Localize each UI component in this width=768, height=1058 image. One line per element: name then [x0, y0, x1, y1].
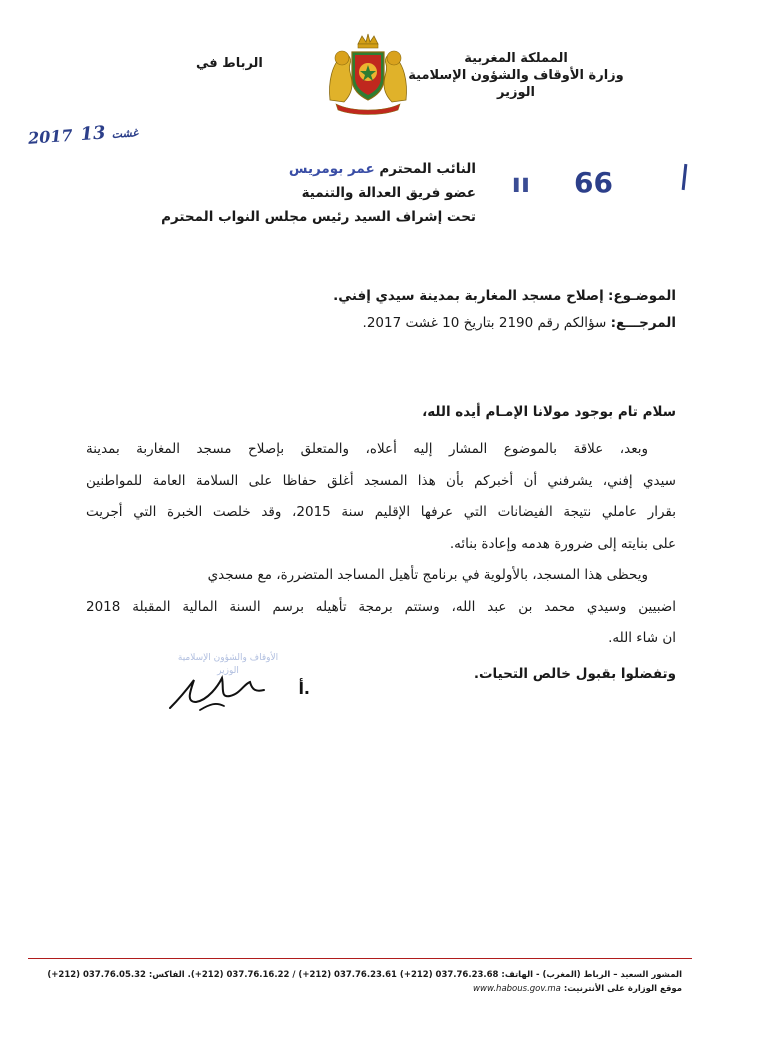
footer-site-url[interactable]: www.habous.gov.ma [473, 984, 561, 994]
kingdom-line: المملكة المغربية [464, 51, 568, 66]
handwritten-signature [160, 668, 320, 718]
body-line: ويحظى هذا المسجد، بالأولوية في برنامج تأهيل المساجد المتضررة، مع مسجدي [207, 567, 648, 583]
subject-line [116, 283, 676, 310]
salutation: سلام تام بوجود مولانا الإمـام أيده الله، [422, 404, 676, 420]
footer-rule [28, 958, 692, 959]
footer-address: المشور السعيد – الرباط (المغرب) - الهاتف: 037.76.23.68 (212+) 037.76.23.61 (212+) / 037.76.16.22 (212+). الفاكس: 037.76.05.32 (212+) [47, 970, 682, 980]
addressee-via: تحت إشراف السيد رئيس مجلس النواب المحترم [161, 209, 476, 225]
reference-line [116, 310, 676, 337]
footer [42, 968, 682, 996]
minister-line: الوزير [497, 85, 535, 100]
body-line: سيدي إفني، يشرفني أن أخبركم بأن هذا المسجد أغلق حفاظا على السلامة العامة للمواطنين [86, 472, 676, 489]
city-date-line: الرباط في [196, 56, 263, 71]
addressee-line [156, 157, 476, 181]
body-line: ان شاء الله. [608, 630, 676, 646]
reference-label: المرجـــع: [610, 315, 676, 331]
addressee-name: عمر بومريس [288, 161, 375, 177]
footer-site-line [42, 982, 682, 996]
number-stamp-marks: ▌▌ [514, 178, 533, 192]
letter-number: 66 [574, 166, 613, 199]
stamp-line: الأوقاف والشؤون الإسلامية [177, 653, 279, 663]
addressee-block [156, 157, 476, 229]
handwritten-date [27, 120, 138, 149]
issuer-heading [406, 50, 626, 101]
footer-site-label: موقع الوزارة على الأنترنيت: [563, 984, 682, 994]
subject-label: الموضـوع: [608, 288, 676, 304]
date-day: 13 [79, 122, 107, 146]
date-year: 2017 [27, 125, 74, 148]
body-line: وبعد، علاقة بالموضوع المشار إليه أعلاه، والمتعلق بإصلاح مسجد المغاربة بمدينة [86, 441, 648, 457]
addressee-group: عضو فريق العدالة والتنمية [301, 185, 476, 201]
addressee-title: النائب المحترم [379, 161, 476, 177]
subject-reference-block [116, 283, 676, 337]
signature-initial: أ. [298, 679, 310, 698]
ministry-line: وزارة الأوقاف والشؤون الإسلامية [408, 68, 624, 83]
date-month: غشت [111, 126, 139, 141]
handwritten-stroke [682, 164, 688, 190]
body-line: اضبيين وسيدي محمد بن عبد الله، وستتم برمجة تأهيله برسم السنة المالية المقبلة 2018 [86, 598, 676, 615]
stamp-line: الوزير [217, 666, 239, 676]
reference-text: سؤالكم رقم 2190 بتاريخ 10 غشت 2017. [362, 315, 607, 331]
subject-text: إصلاح مسجد المغاربة بمدينة سيدي إفني. [333, 288, 604, 304]
closing-line: وتفضلوا بقبول خالص التحيات. [473, 666, 676, 682]
coat-of-arms-emblem [322, 30, 414, 116]
body-line: على بنايته إلى ضرورة هدمه وإعادة بنائه. [449, 535, 676, 552]
body-line: بقرار عاملي نتيجة الفيضانات التي عرفها الإقليم سنة 2015، وقد خلصت الخبرة التي أجريت [86, 504, 676, 520]
letter-body [86, 434, 676, 655]
